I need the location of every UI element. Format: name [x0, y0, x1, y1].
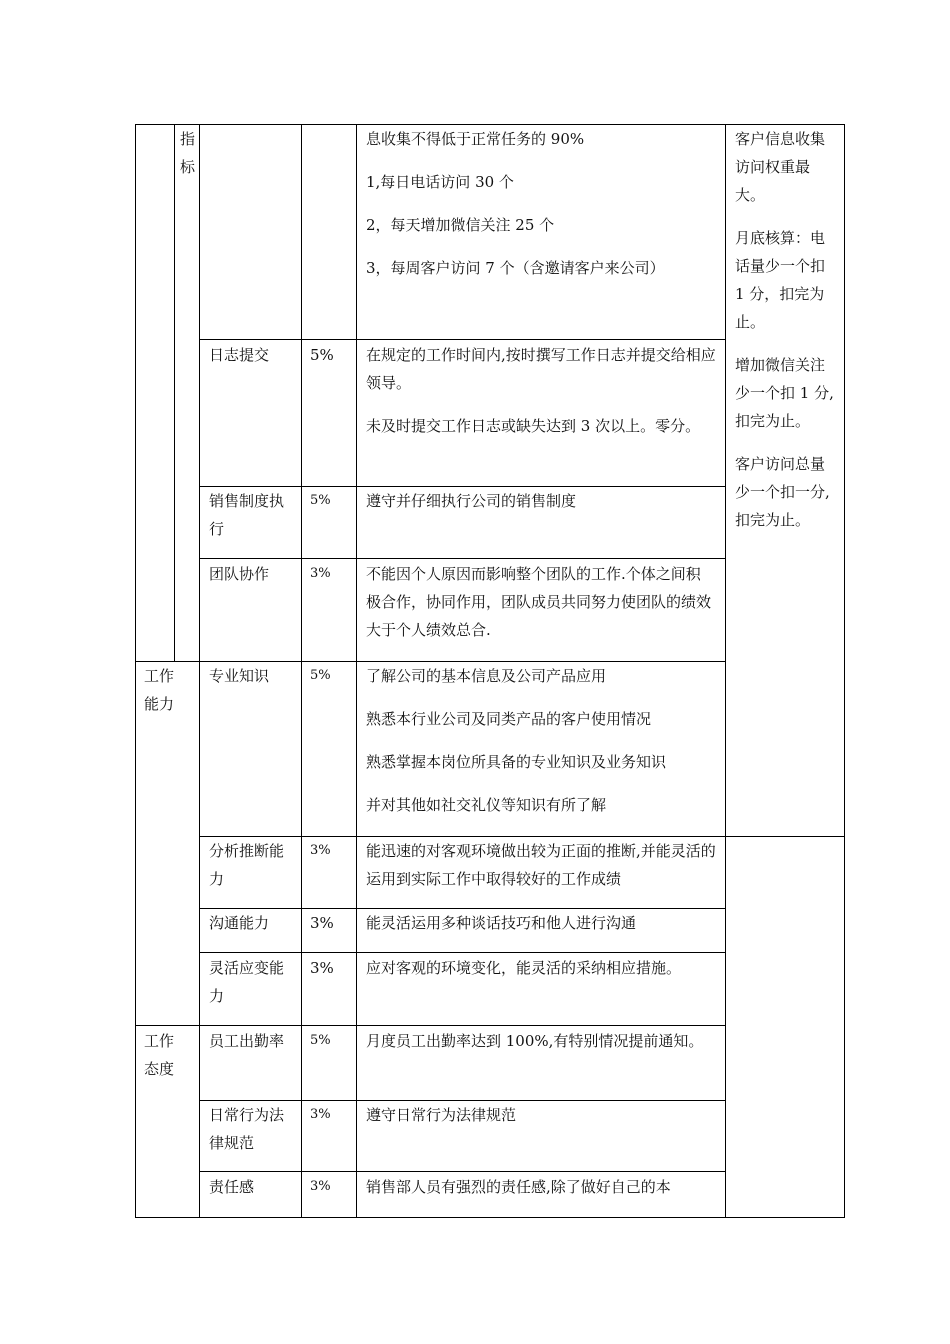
item-adaptability: 灵活应变能力 — [209, 959, 285, 1005]
weight-responsibility: 3% — [310, 1179, 331, 1194]
remarks-cell — [735, 125, 839, 534]
item-analysis: 分析推断能力 — [209, 842, 285, 888]
standard-line: 1,每日电话访问 30 个 — [366, 173, 514, 191]
weight-adaptability: 3% — [310, 959, 334, 977]
standard-responsibility — [366, 1173, 722, 1201]
standard-analysis — [366, 837, 718, 893]
remark-line: 增加微信关注少一个扣 1 分,扣完为止。 — [735, 356, 834, 430]
standard-line: 不能因个人原因而影响整个团队的工作.个体之间积极合作，协同作用，团队成员共同努力使团队的绩效大于个人绩效总合. — [366, 565, 712, 639]
item-responsibility: 责任感 — [209, 1178, 255, 1196]
standard-line: 应对客观的环境变化，能灵活的采纳相应措施。 — [366, 959, 682, 977]
standard-sales-system — [366, 487, 718, 515]
remark-line: 客户访问总量少一个扣一分,扣完为止。 — [735, 455, 830, 529]
standard-line: 并对其他如社交礼仪等知识有所了解 — [366, 796, 607, 814]
standard-line: 销售部人员有强烈的责任感,除了做好自己的本 — [366, 1178, 671, 1196]
group-label-ability: 工作 能力 — [144, 667, 175, 713]
standard-line: 了解公司的基本信息及公司产品应用 — [366, 667, 607, 685]
col-line-d — [356, 124, 357, 1218]
row-line — [199, 1171, 725, 1172]
weight-professional-knowledge: 5% — [310, 668, 331, 683]
standard-line: 未及时提交工作日志或缺失达到 3 次以上。零分。 — [366, 417, 701, 435]
item-log-submission: 日志提交 — [209, 346, 270, 364]
item-sales-system: 销售制度执行 — [209, 492, 285, 538]
standard-line: 能迅速的对客观环境做出较为正面的推断,并能灵活的运用到实际工作中取得较好的工作成绩 — [366, 842, 716, 888]
standard-line: 2，每天增加微信关注 25 个 — [366, 216, 555, 234]
standard-teamwork — [366, 560, 712, 644]
weight-analysis: 3% — [310, 843, 331, 858]
standard-line: 在规定的工作时间内,按时撰写工作日志并提交给相应领导。 — [366, 346, 716, 392]
item-communication: 沟通能力 — [209, 914, 270, 932]
standard-line: 3，每周客户访问 7 个（含邀请客户来公司） — [366, 259, 665, 277]
remark-line: 月底核算：电话量少一个扣 1 分，扣完为止。 — [735, 229, 826, 331]
remark-line: 客户信息收集访问权重最大。 — [735, 130, 826, 204]
weight-attendance: 5% — [310, 1033, 331, 1048]
table-border-left — [135, 124, 136, 1218]
standard-task-continuation — [366, 125, 718, 282]
row-line — [199, 339, 725, 340]
item-attendance: 员工出勤率 — [209, 1032, 285, 1050]
standard-professional-knowledge — [366, 662, 718, 819]
weight-teamwork: 3% — [310, 566, 331, 581]
standard-conduct — [366, 1101, 718, 1129]
row-line — [199, 558, 725, 559]
weight-communication: 3% — [310, 914, 334, 932]
standard-line: 息收集不得低于正常任务的 90% — [366, 130, 585, 148]
standard-attendance — [366, 1027, 706, 1055]
standard-adaptability — [366, 954, 696, 982]
item-teamwork: 团队协作 — [209, 565, 270, 583]
standard-line: 月度员工出勤率达到 100%,有特别情况提前通知。 — [366, 1032, 704, 1050]
standard-communication — [366, 909, 718, 937]
table-border-bottom — [135, 1217, 845, 1218]
col-line-e — [725, 124, 726, 1218]
col-line-a — [174, 124, 175, 662]
col-line-c — [301, 124, 302, 1218]
table-border-right — [844, 124, 845, 1218]
standard-line: 能灵活运用多种谈话技巧和他人进行沟通 — [366, 914, 637, 932]
item-conduct: 日常行为法律规范 — [209, 1106, 285, 1152]
item-professional-knowledge: 专业知识 — [209, 667, 270, 685]
standard-log-submission — [366, 341, 718, 440]
group-label-attitude: 工作 态度 — [144, 1032, 175, 1078]
weight-log-submission: 5% — [310, 346, 334, 364]
row-line — [199, 952, 725, 953]
weight-sales-system: 5% — [310, 493, 331, 508]
standard-line: 熟悉本行业公司及同类产品的客户使用情况 — [366, 710, 652, 728]
standard-line: 熟悉掌握本岗位所具备的专业知识及业务知识 — [366, 753, 667, 771]
col-line-b — [199, 124, 200, 1218]
standard-line: 遵守日常行为法律规范 — [366, 1106, 517, 1124]
standard-line: 遵守并仔细执行公司的销售制度 — [366, 492, 577, 510]
weight-conduct: 3% — [310, 1107, 331, 1122]
group-label-goal: 指 标 — [180, 130, 196, 176]
row-line — [135, 1025, 725, 1026]
